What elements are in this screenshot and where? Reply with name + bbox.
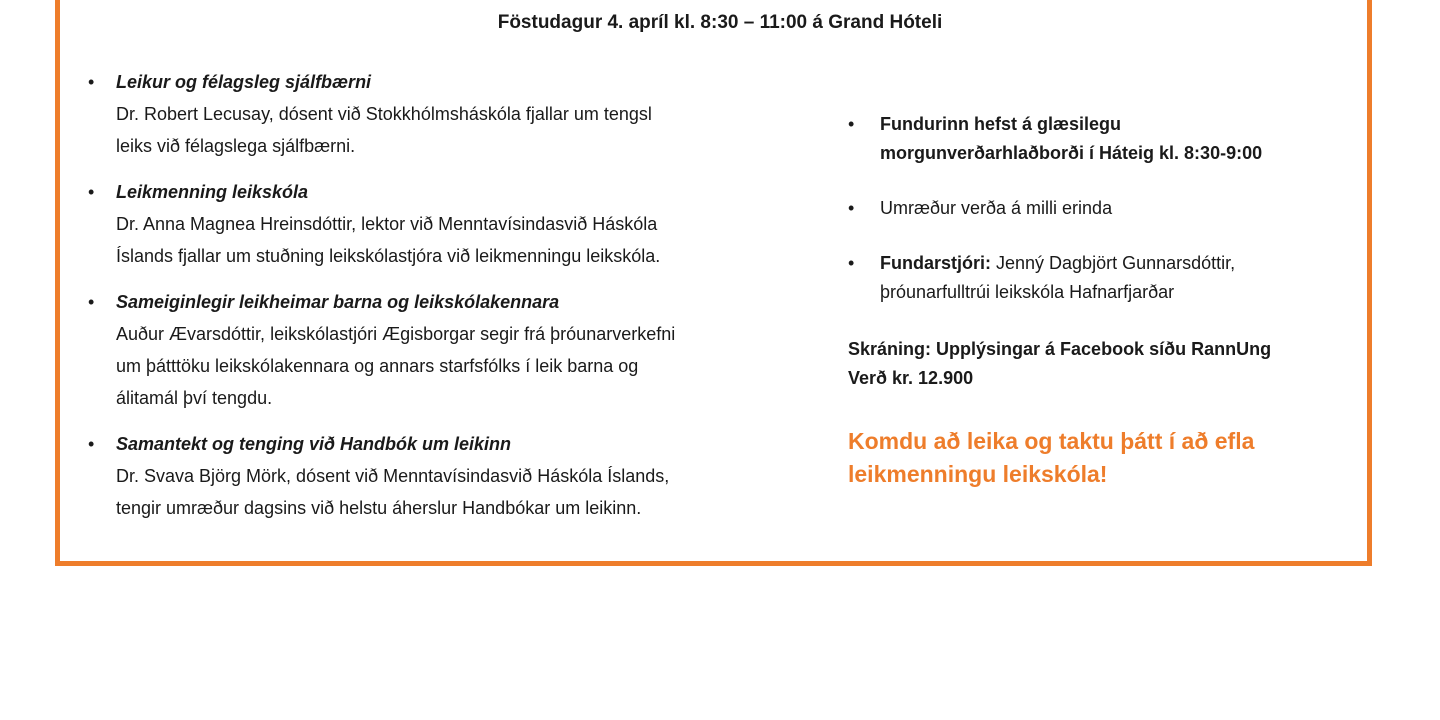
talk-title: Sameiginlegir leikheimar barna og leikskólakennara (116, 292, 560, 312)
talk-description-line: tengir umræður dagsins við helstu áherslur Handbókar um leikinn. (116, 498, 642, 518)
chair-label: Fundarstjóri: (880, 253, 991, 273)
talks-list (88, 66, 798, 538)
talk-description-line: álitamál því tengdu. (116, 388, 273, 408)
call-to-action (848, 425, 1348, 491)
chair-name: Jenný Dagbjört Gunnarsdóttir, (991, 253, 1236, 273)
talk-title: Samantekt og tenging við Handbók um leikinn (116, 434, 512, 454)
info-item-discussion (848, 194, 1348, 223)
talk-description-line: Dr. Robert Lecusay, dósent við Stokkhólmsháskóla fjallar um tengsl (116, 104, 652, 124)
bullet-icon: • (848, 198, 855, 218)
talk-description-line: leiks við félagslega sjálfbærni. (116, 136, 356, 156)
bullet-icon: • (88, 182, 95, 202)
cta-line-1: Komdu að leika og taktu þátt í að efla (848, 428, 1255, 454)
info-column (848, 110, 1348, 491)
bullet-icon: • (848, 114, 855, 134)
cta-line-2: leikmenningu leikskóla! (848, 461, 1108, 487)
talk-item (88, 66, 798, 162)
discussion-text: Umræður verða á milli erinda (880, 198, 1113, 218)
bullet-icon: • (88, 434, 95, 454)
event-date-line: Föstudagur 4. apríl kl. 8:30 – 11:00 á Grand Hóteli (497, 12, 943, 33)
talk-description-line: Dr. Anna Magnea Hreinsdóttir, lektor við Menntavísindasvið Háskóla (116, 214, 658, 234)
talk-description-line: Auður Ævarsdóttir, leikskólastjóri Ægisborgar segir frá þróunarverkefni (116, 324, 676, 344)
chair-role: þróunarfulltrúi leikskóla Hafnarfjarðar (880, 282, 1175, 302)
breakfast-line-1: Fundurinn hefst á glæsilegu (880, 114, 1122, 134)
talk-title: Leikmenning leikskóla (116, 182, 309, 202)
talk-description-line: Dr. Svava Björg Mörk, dósent við Menntavísindasvið Háskóla Íslands, (116, 466, 670, 486)
bullet-icon: • (88, 292, 95, 312)
info-item-chair (848, 249, 1348, 307)
talk-item (88, 176, 798, 272)
bullet-icon: • (848, 253, 855, 273)
talk-item (88, 286, 798, 414)
price-text: Verð kr. 12.900 (848, 368, 974, 388)
talk-description-line: um þátttöku leikskólakennara og annars starfsfólks í leik barna og (116, 356, 639, 376)
info-item-breakfast (848, 110, 1348, 168)
talk-item (88, 428, 798, 524)
breakfast-line-2: morgunverðarhlaðborði í Háteig kl. 8:30-9:00 (880, 143, 1263, 163)
registration-text: Skráning: Upplýsingar á Facebook síðu RannUng (848, 339, 1272, 359)
talk-description-line: Íslands fjallar um stuðning leikskólastjóra við leikmenningu leikskóla. (116, 246, 661, 266)
talk-title: Leikur og félagsleg sjálfbærni (116, 72, 372, 92)
bullet-icon: • (88, 72, 95, 92)
registration-block (848, 335, 1348, 393)
